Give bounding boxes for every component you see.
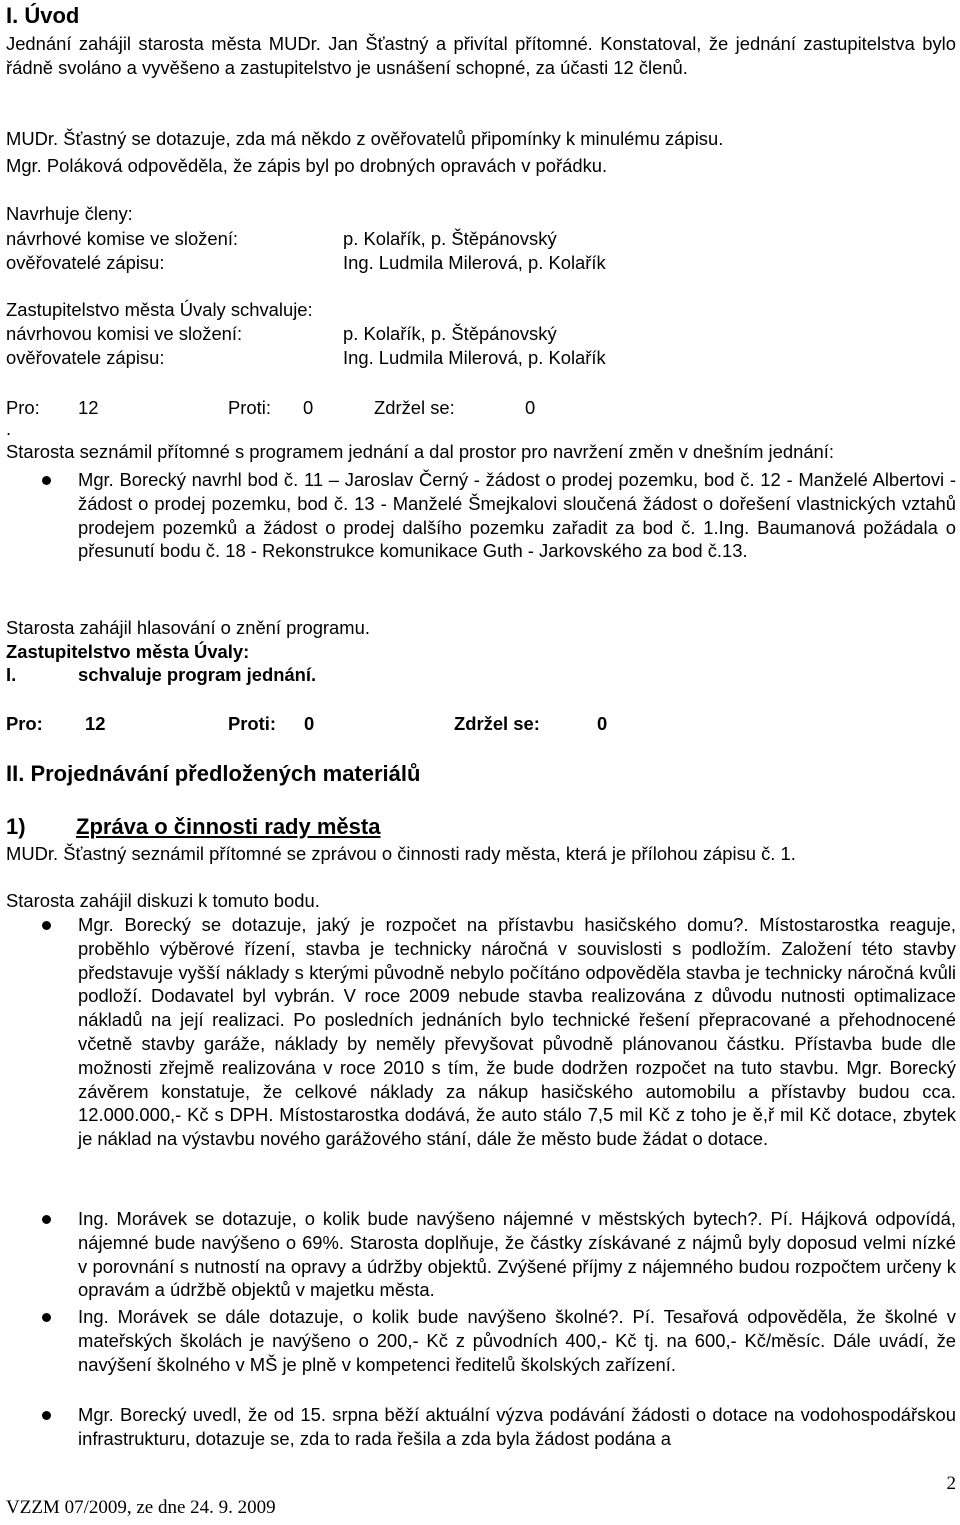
bullet-dot <box>42 921 51 930</box>
agenda-item-number: 1) <box>6 814 26 839</box>
vote-pro-value: 12 <box>85 713 106 734</box>
vote-zdrzel-value: 0 <box>597 713 608 734</box>
vote-pro-label: Pro: <box>6 397 40 418</box>
resolution-text: schvaluje program jednání. <box>78 664 317 685</box>
vote-proti-value: 0 <box>303 397 314 418</box>
vote-zdrzel-label: Zdržel se: <box>454 713 540 734</box>
section-heading-materials: II. Projednávání předložených materiálů <box>6 761 421 786</box>
vote-proti-value: 0 <box>304 713 315 734</box>
page-number: 2 <box>946 1473 956 1494</box>
vote-zdrzel-value: 0 <box>525 397 536 418</box>
discussion-item-1: Mgr. Borecký se dotazuje, jaký je rozpočet na přístavbu hasičského domu?. Místostarostka reaguje, proběhlo výběrové řízení, stavba je technicky náročná v souvislosti s podložím. Založení této stavby představuje vyšší náklady s kterými původně nebylo počítáno odpověděla stavba je technicky náročná kvůli podloží. Dodavatel byl vybrán. V roce 2009 nebude stavba realizována z důvodu nutnosti optimalizace nákladů na její realizaci. Po posledních jednáních bylo technické řešení přepracované a přehodnocené včetně stavby garáže, náklady by neměly převyšovat původně plánovanou částku. Přístavba bude dle možnosti zřejmě realizována v roce 2010 s tím, že bude dodržen rozpočet na tuto stavbu. Mgr. Borecký závěrem konstatuje, že celkové náklady za nákup hasičského automobilu a přístavby budou cca. 12.000.000,- Kč s DPH. Místostarostka dodává, že auto stálo 7,5 mil Kč z toho je ě,ř mil Kč dotace, zbytek je náklad na výstavbu nového garážového stání, dále že město bude žádat o dotace. <box>78 914 956 1150</box>
verifier-question: MUDr. Šťastný se dotazuje, zda má někdo z ověřovatelů připomínky k minulému zápisu. <box>6 128 724 149</box>
discussion-start: Starosta zahájil diskuzi k tomuto bodu. <box>6 890 320 911</box>
agenda-item-title: Zpráva o činnosti rady města <box>76 814 381 839</box>
verifier-answer: Mgr. Poláková odpověděla, že zápis byl po drobných opravách v pořádku. <box>6 155 608 176</box>
bullet-dot <box>42 476 51 485</box>
resolution-number: I. <box>6 664 17 685</box>
bullet-dot <box>42 1411 51 1420</box>
program-change-item: Mgr. Borecký navrhl bod č. 11 – Jaroslav Černý - žádost o prodej pozemku, bod č. 12 - Manželé Albertovi - žádost o prodej pozemku, bod č. 13 - Manželé Šmejkalovi sloučená žádost o dořešení vlastnických vztahů prodejem pozemků a žádost o prodej dalšího pozemku zařadit za bod č. 1.Ing. Baumanová požádala o přesunutí bodu č. 18 - Rekonstrukce komunikace Guth - Jarkovského za bod č.13. <box>78 469 956 562</box>
vote-proti-label: Proti: <box>228 397 271 418</box>
council-heading: Zastupitelstvo města Úvaly: <box>6 641 250 662</box>
approve-value-verifiers: Ing. Ludmila Milerová, p. Kolařík <box>343 347 606 368</box>
proposal-label-commission: návrhové komise ve složení: <box>6 228 239 249</box>
separator-dot: . <box>6 418 12 439</box>
opening-paragraph: Jednání zahájil starosta města MUDr. Jan Šťastný a přivítal přítomné. Konstatoval, že jednání zastupitelstva bylo řádně svoláno a vyvěšeno a zastupitelstvo je usnášení schopné, za účasti 12 členů. <box>6 33 956 78</box>
council-approves: Zastupitelstvo města Úvaly schvaluje: <box>6 299 313 320</box>
program-intro: Starosta seznámil přítomné s programem jednání a dal prostor pro navržení změn v dnešním jednání: <box>6 441 834 462</box>
proposal-value-verifiers: Ing. Ludmila Milerová, p. Kolařík <box>343 252 606 273</box>
approve-value-commission: p. Kolařík, p. Štěpánovský <box>343 323 557 344</box>
discussion-item-3: Ing. Morávek se dále dotazuje, o kolik bude navýšeno školné?. Pí. Tesařová odpověděla, že školné v mateřských školách je navýšeno o 200,- Kč z původních 400,- Kč tj. na 600,- Kč/měsíc. Dále uvádí, že navýšení školného v MŠ je plně v kompetenci ředitelů školských zařízení. <box>78 1306 956 1375</box>
voting-start: Starosta zahájil hlasování o znění programu. <box>6 617 370 638</box>
vote-pro-label: Pro: <box>6 713 43 734</box>
vote-pro-value: 12 <box>78 397 99 418</box>
discussion-item-2: Ing. Morávek se dotazuje, o kolik bude navýšeno nájemné v městských bytech?. Pí. Hájková odpovídá, nájemné bude navýšeno o 69%. Starosta doplňuje, že částky získávané z nájmů byly doposud velmi nízké v porovnání s nutností na opravy a údržby objektů. Zvýšené příjmy z nájemného budou rozpočtem určeny k opravám a údržbě objektů v majetku města. <box>78 1208 956 1301</box>
discussion-item-4: Mgr. Borecký uvedl, že od 15. srpna běží aktuální výzva podávání žádosti o dotace na vodohospodářskou infrastrukturu, dotazuje se, zda to rada řešila a zda byla žádost podána a <box>78 1404 956 1449</box>
vote-zdrzel-label: Zdržel se: <box>374 397 455 418</box>
section-heading-intro: I. Úvod <box>6 3 80 28</box>
agenda-item-heading <box>6 815 380 839</box>
document-footer: VZZM 07/2009, ze dne 24. 9. 2009 <box>6 1497 276 1518</box>
agenda-item-intro: MUDr. Šťastný seznámil přítomné se zprávou o činnosti rady města, která je přílohou zápisu č. 1. <box>6 843 796 864</box>
approve-label-commission: návrhovou komisi ve složení: <box>6 323 243 344</box>
bullet-dot <box>42 1313 51 1322</box>
approve-label-verifiers: ověřovatele zápisu: <box>6 347 165 368</box>
proposes-members: Navrhuje členy: <box>6 203 133 224</box>
vote-proti-label: Proti: <box>228 713 277 734</box>
proposal-value-commission: p. Kolařík, p. Štěpánovský <box>343 228 557 249</box>
bullet-dot <box>42 1215 51 1224</box>
proposal-label-verifiers: ověřovatelé zápisu: <box>6 252 165 273</box>
